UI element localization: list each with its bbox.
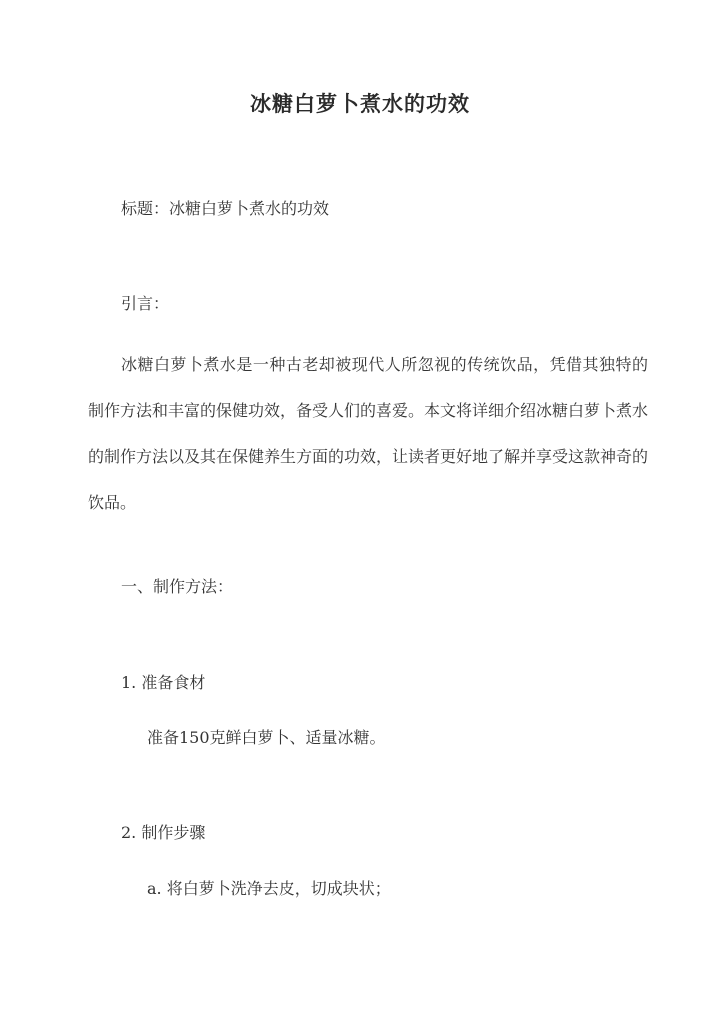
intro-paragraph: 冰糖白萝卜煮水是一种古老却被现代人所忽视的传统饮品，凭借其独特的制作方法和丰富的保健功效，备受人们的喜爱。本文将详细介绍冰糖白萝卜煮水的制作方法以及其在保健养生方面的功效，让读者更好地了解并享受这款神奇的饮品。 bbox=[88, 355, 649, 512]
step-1-body: 准备150克鲜白萝卜、适量冰糖。 bbox=[147, 728, 386, 747]
intro-heading: 引言： bbox=[121, 294, 170, 313]
document-title: 冰糖白萝卜煮水的功效 bbox=[250, 91, 470, 116]
section-heading-method: 一、制作方法： bbox=[121, 577, 234, 596]
step-2-item-a: a. 将白萝卜洗净去皮，切成块状； bbox=[147, 879, 391, 898]
step-1-heading: 1. 准备食材 bbox=[121, 673, 206, 692]
subject-line: 标题：冰糖白萝卜煮水的功效 bbox=[121, 199, 330, 218]
step-2-heading: 2. 制作步骤 bbox=[121, 823, 206, 842]
